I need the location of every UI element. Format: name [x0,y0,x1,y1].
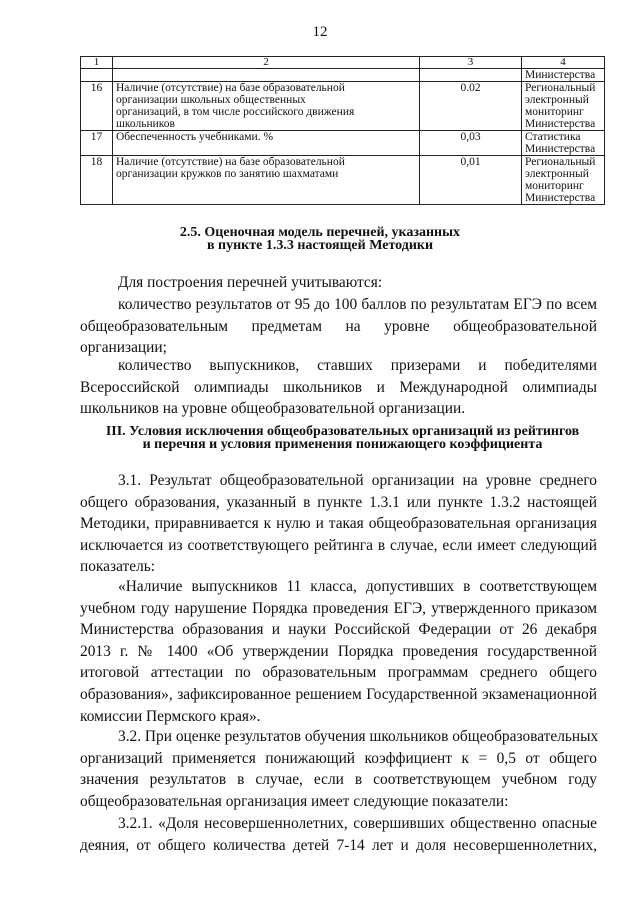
row-number: 16 [81,82,113,131]
section-3-heading: III. Условия исключения общеобразовательных организаций из рейтингов и перечня и условия применения понижающего коэффициента [105,424,580,452]
indicator-name: Наличие (отсутствие) на базе образовательной организации школьных общественных организаций, в том числе российского движения школьников [113,82,420,131]
paragraph-3-2: 3.2. При оценке результатов обучения школьников общеобразовательных организаций применяется понижающий коэффициент к = 0,5 от общего значения результатов в случае, если в соответствующем учебном году общеобразовательная организация имеет следующие показатели: [80,728,599,810]
paragraph-quote-violation: «Наличие выпускников 11 класса, допустивших в соответствующем учебном году нарушение Порядка проведения ЕГЭ, утвержденного приказом Министерства образования и науки Российской Федерации от 26 декабря 2013 г. № 1400 «Об утверждении Порядка проведения государственной итоговой аттестации по образовательным программам среднего общего образования», зафиксированное решением Государственной экзаменационной комиссии Пермского края». [80,578,597,725]
section-2-5-heading: 2.5. Оценочная модель перечней, указанных в пункте 1.3.3 настоящей Методики [179,225,461,253]
paragraph-3-1: 3.1. Результат общеобразовательной организации на уровне среднего общего образования, указанный в пункте 1.3.1 или пункте 1.3.2 настоящей Методики, приравнивается к нулю и такая общеобразовательная организация исключается из соответствующего рейтинга в случае, если имеет следующий показатель: [80,472,597,576]
table-row-17 [81,131,605,156]
data-source: Региональный электронный мониторинг Министерства [522,156,605,205]
coefficient: 0,03 [420,131,522,156]
table-header-row [81,57,605,69]
paragraph-ege-results: количество результатов от 95 до 100 баллов по результатам ЕГЭ по всем общеобразовательным предметам на уровне общеобразовательной организации; [80,296,597,357]
row-number: 17 [81,131,113,156]
header-cell-2: 2 [113,57,420,69]
paragraph-3-2-1: 3.2.1. «Доля несовершеннолетних, совершивших общественно опасные деяния, от общего количества детей 7-14 лет и доля несовершеннолетних, [80,815,597,854]
table-row-18 [81,156,605,205]
indicator-name: Обеспеченность учебниками. % [113,131,420,156]
table-row-16 [81,82,605,131]
data-source: Статистика Министерства [522,131,605,156]
header-cell-1: 1 [81,57,113,69]
header-cell-3: 3 [420,57,522,69]
header-cell-4: 4 [522,57,605,69]
coefficient: 0,01 [420,156,522,205]
source-cell: Министерства [522,69,605,82]
table-row-continuation [81,69,605,82]
data-source: Региональный электронный мониторинг Министерства [522,82,605,131]
paragraph-lists-intro: Для построения перечней учитываются: [118,274,383,291]
paragraph-olympiad: количество выпускников, ставших призерами и победителями Всероссийской олимпиады школьников и Международной олимпиады школьников на уровне общеобразовательной организации. [80,357,597,418]
indicators-table [80,56,605,205]
coefficient: 0.02 [420,82,522,131]
row-number: 18 [81,156,113,205]
indicator-name: Наличие (отсутствие) на базе образовательной организации кружков по занятию шахматами [113,156,420,205]
page-number: 12 [312,24,328,40]
